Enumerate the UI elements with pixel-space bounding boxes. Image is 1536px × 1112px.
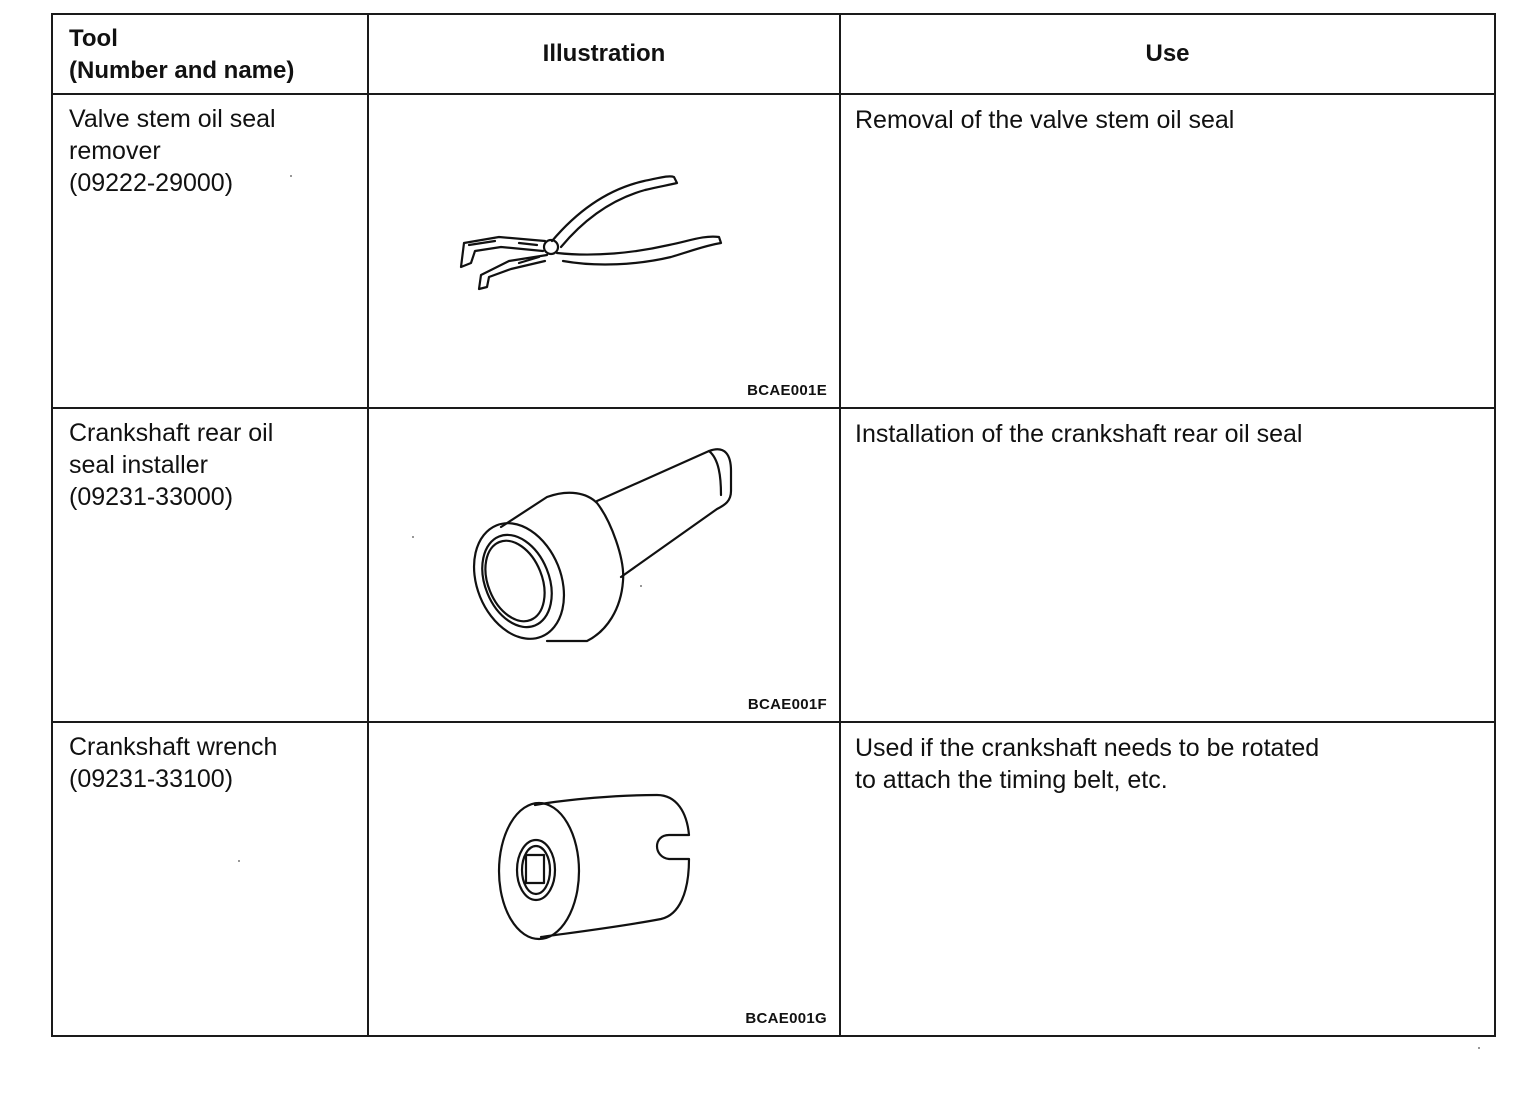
scan-speck (412, 536, 414, 538)
tool-name-line: Valve stem oil seal (69, 105, 276, 133)
seal-installer-icon (369, 409, 841, 723)
tool-name-cell (52, 408, 368, 722)
header-row (52, 14, 1495, 94)
scan-speck (290, 175, 292, 177)
scan-speck (640, 585, 642, 587)
use-text: Removal of the valve stem oil seal (855, 106, 1235, 134)
special-tools-table (51, 13, 1496, 1037)
tool-name-line: Crankshaft wrench (69, 733, 278, 761)
illustration-cell (368, 408, 840, 722)
table-row (52, 94, 1495, 408)
scan-speck (1478, 1047, 1480, 1049)
tool-number: (09231-33100) (69, 765, 234, 793)
use-cell (840, 722, 1495, 1036)
image-code: BCAE001E (747, 382, 827, 399)
tool-number: (09231-33000) (69, 483, 234, 511)
tool-name-line: Crankshaft rear oil (69, 419, 274, 447)
header-tool (52, 14, 368, 94)
tool-name-cell (52, 722, 368, 1036)
header-use: Use (840, 14, 1495, 94)
use-text: to attach the timing belt, etc. (855, 766, 1168, 794)
use-cell (840, 94, 1495, 408)
table-row (52, 408, 1495, 722)
image-code: BCAE001G (745, 1010, 827, 1027)
use-text: Installation of the crankshaft rear oil seal (855, 420, 1303, 448)
use-text: Used if the crankshaft needs to be rotated (855, 734, 1320, 762)
illustration-cell (368, 722, 840, 1036)
image-code: BCAE001F (747, 696, 827, 713)
crankshaft-wrench-icon (369, 723, 841, 1037)
pliers-icon (369, 95, 841, 409)
header-tool-line1: Tool (69, 25, 118, 52)
header-illustration: Illustration (368, 14, 840, 94)
tool-name-cell (52, 94, 368, 408)
tool-number: (09222-29000) (69, 169, 234, 197)
use-cell (840, 408, 1495, 722)
illustration-cell (368, 94, 840, 408)
header-tool-line2: (Number and name) (69, 57, 295, 84)
tool-name-line: seal installer (69, 451, 208, 479)
table-row (52, 722, 1495, 1036)
scan-speck (238, 860, 240, 862)
tool-name-line: remover (69, 137, 161, 165)
